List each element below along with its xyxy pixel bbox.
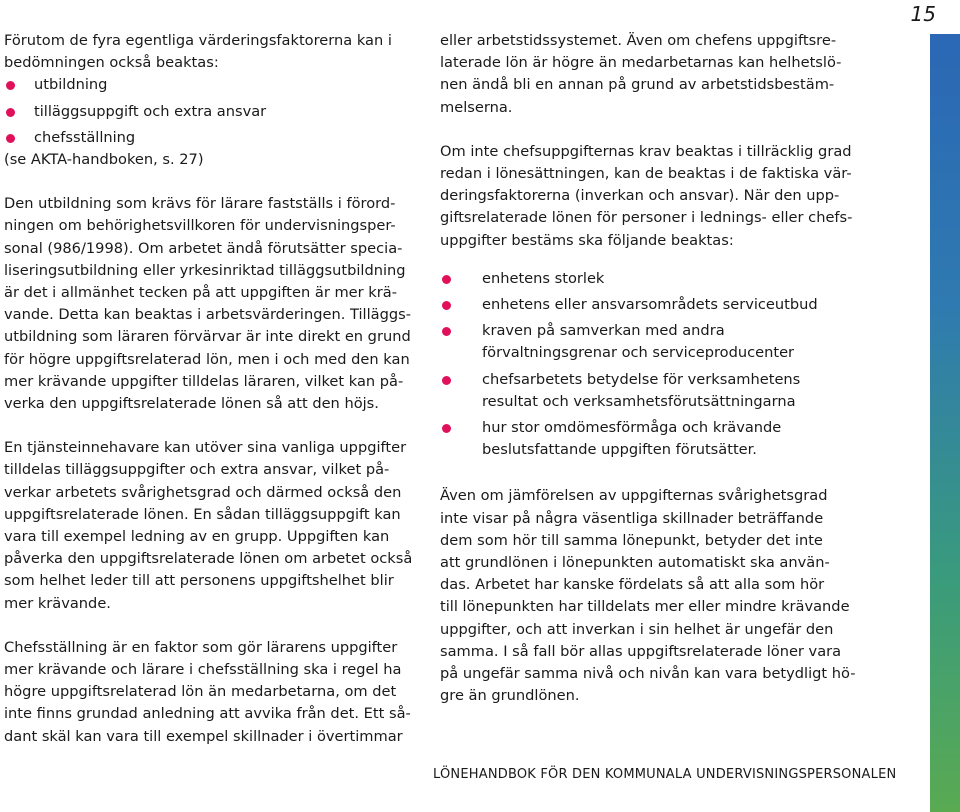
text-line: utbildning som läraren förvärvar är inte direkt en grund (4, 328, 411, 346)
bullet-icon (442, 301, 451, 310)
text-line: påverka den uppgiftsrelaterade lönen om arbetet också (4, 550, 413, 568)
text-line: resultat och verksamhetsförutsättningarna (482, 392, 796, 410)
text-line: Chefsställning är en faktor som gör lärarens uppgifter (4, 638, 398, 656)
text-line: Om inte chefsuppgifternas krav beaktas i tillräcklig grad (440, 142, 852, 160)
text-line: dem som hör till samma lönepunkt, betyder det inte (440, 531, 823, 549)
text-line: uppgifter, och att inverkan i sin helhet är ungefär den (440, 620, 834, 638)
text-line: verka den uppgiftsrelaterade lönen så att den höjs. (4, 395, 379, 413)
bullet-icon (442, 327, 451, 336)
side-color-bar (930, 34, 960, 812)
text-line: mer krävande och lärare i chefsställning ska i regel ha (4, 661, 402, 679)
text-line: mer krävande. (4, 594, 111, 612)
text-line: till lönepunkten har tilldelats mer eller mindre krävande (440, 598, 850, 616)
list-item (440, 417, 865, 461)
text-line: das. Arbetet har kanske fördelats så att alla som hör (440, 576, 825, 594)
text-line: verkar arbetets svårighetsgrad och därmed också den (4, 483, 402, 501)
page-number: 15 (910, 2, 936, 26)
text-line: Förutom de fyra egentliga värderingsfaktorerna kan i (4, 32, 392, 49)
text-line: att grundlönen i lönepunkten automatiskt ska använ- (440, 554, 830, 572)
text-line: kraven på samverkan med andra (482, 322, 725, 340)
text-line: högre uppgiftsrelaterad lön än medarbetarna, om det (4, 683, 397, 701)
bullet-icon (442, 376, 451, 385)
text-line: enhetens eller ansvarsområdets serviceutbud (482, 296, 818, 314)
text-line: vande. Detta kan beaktas i arbetsvärderingen. Tilläggs- (4, 306, 411, 324)
bullet-icon (6, 134, 15, 143)
text-line: uppgiftsrelaterade lönen. En sådan tilläggsuppgift kan (4, 505, 401, 523)
text-line: eller arbetstidssystemet. Även om chefens uppgiftsre- (440, 32, 837, 49)
bullet-icon (442, 275, 451, 284)
text-line: förvaltningsgrenar och serviceproducenter (482, 344, 795, 362)
text-line: En tjänsteinnehavare kan utöver sina vanliga uppgifter (4, 439, 407, 457)
list-item (440, 294, 865, 316)
text-line: gre än grundlönen. (440, 687, 580, 705)
bullet-icon (6, 81, 15, 90)
text-line: är det i allmänhet tecken på att uppgiften är mer krä- (4, 284, 397, 302)
text-line: på ungefär samma nivå och nivån kan vara betydligt hö- (440, 665, 856, 683)
text-line: giftsrelaterade lönen för personer i lednings- eller chefs- (440, 209, 853, 227)
management-salary-paragraph (440, 141, 865, 252)
right-column (440, 30, 865, 729)
source-reference: (se AKTA-handboken, s. 27) (4, 151, 204, 169)
text-line: nen ändå bli en annan på grund av arbetstidsbestäm- (440, 76, 835, 94)
list-item: chefsställning (4, 127, 414, 149)
extra-duties-paragraph (4, 437, 414, 615)
list-item (440, 369, 865, 413)
text-line: vara till exempel ledning av en grupp. Uppgiften kan (4, 528, 390, 546)
text-line: melserna. (440, 98, 513, 116)
text-line: beslutsfattande uppgiften förutsätter. (482, 441, 757, 459)
continuation-paragraph (440, 30, 865, 119)
text-line: dant skäl kan vara till exempel skillnader i övertimmar (4, 727, 403, 745)
intro-paragraph (4, 30, 414, 74)
text-line: enhetens storlek (482, 269, 605, 287)
list-item (440, 320, 865, 364)
bullet-icon (442, 424, 451, 433)
text-line: deringsfaktorerna (inverkan och ansvar). När den upp- (440, 187, 840, 205)
list-item (440, 268, 865, 290)
text-line: samma. I så fall bör allas uppgiftsrelaterade löner vara (440, 642, 842, 660)
management-paragraph (4, 637, 414, 748)
text-line: uppgifter bestäms ska följande beaktas: (440, 231, 734, 249)
footer-title: LÖNEHANDBOK FÖR DEN KOMMUNALA UNDERVISNINGSPERSONALEN (433, 767, 897, 782)
text-line: Även om jämförelsen av uppgifternas svårighetsgrad (440, 487, 828, 505)
text-line: som helhet leder till att personens uppgiftshelhet blir (4, 572, 394, 590)
text-line: redan i lönesättningen, kan de beaktas i de faktiska vär- (440, 165, 852, 183)
text-line: hur stor omdömesförmåga och krävande (482, 419, 782, 437)
text-line: bedömningen också beaktas: (4, 54, 219, 72)
education-paragraph (4, 193, 414, 415)
bullet-icon (6, 108, 15, 117)
text-line: inte visar på några väsentliga skillnader beträffande (440, 509, 824, 527)
text-line: ningen om behörighetsvillkoren för undervisningsper- (4, 217, 396, 235)
text-line: liseringsutbildning eller yrkesinriktad tilläggsutbildning (4, 261, 406, 279)
list-item: utbildning (4, 74, 414, 96)
text-line: för högre uppgiftsrelaterad lön, men i och med den kan (4, 350, 410, 368)
text-line: laterade lön är högre än medarbetarnas kan helhetslö- (440, 54, 842, 72)
text-line: tilldelas tilläggsuppgifter och extra ansvar, vilket på- (4, 461, 390, 479)
left-column (4, 30, 414, 770)
text-line: chefsarbetets betydelse för verksamhetens (482, 370, 801, 388)
list-item: tilläggsuppgift och extra ansvar (4, 101, 414, 123)
consideration-list (440, 268, 865, 462)
text-line: Den utbildning som krävs för lärare fastställs i förord- (4, 195, 396, 213)
text-line: inte finns grundad anledning att avvika från det. Ett så- (4, 705, 411, 723)
factor-list (4, 74, 414, 149)
text-line: mer krävande uppgifter tilldelas läraren, vilket kan på- (4, 372, 404, 390)
text-line: sonal (986/1998). Om arbetet ändå förutsätter specia- (4, 239, 403, 257)
comparison-paragraph (440, 485, 865, 707)
